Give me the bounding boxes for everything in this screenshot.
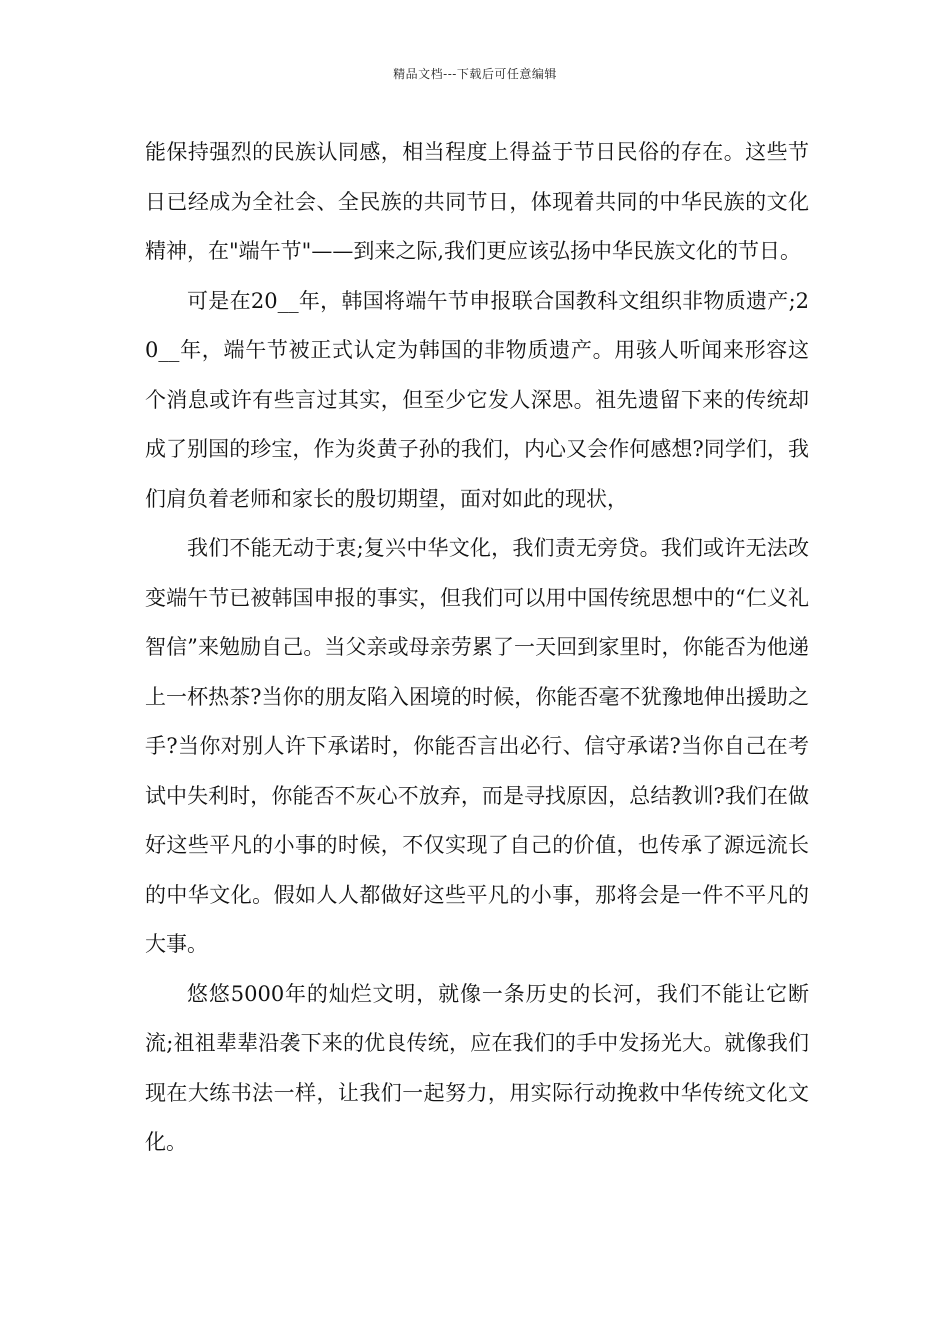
paragraph-2: 可是在20__年，韩国将端午节申报联合国教科文组织非物质遗产;20__年，端午节被正式认定为韩国的非物质遗产。用骇人听闻来形容这个消息或许有些言过其实，但至少它发人深思。祖先遗留下来的传统却成了别国的珍宝，作为炎黄子孙的我们，内心又会作何感想?同学们，我们肩负着老师和家长的殷切期望，面对如此的现状， (145, 288, 809, 511)
paragraph-1: 能保持强烈的民族认同感，相当程度上得益于节日民俗的存在。这些节日已经成为全社会、全民族的共同节日，体现着共同的中华民族的文化精神，在"端午节"——到来之际,我们更应该弘扬中华民族文化的节日。 (145, 140, 809, 263)
document-body (145, 128, 809, 1168)
page-header: 精品文档---下载后可任意编辑 (393, 67, 557, 81)
paragraph-3: 我们不能无动于衷;复兴中华文化，我们责无旁贷。我们或许无法改变端午节已被韩国申报的事实，但我们可以用中国传统思想中的“仁义礼智信”来勉励自己。当父亲或母亲劳累了一天回到家里时，你能否为他递上一杯热茶?当你的朋友陷入困境的时候，你能否毫不犹豫地伸出援助之手?当你对别人许下承诺时，你能否言出必行、信守承诺?当你自己在考试中失利时，你能否不灰心不放弃，而是寻找原因，总结教训?我们在做好这些平凡的小事的时候，不仅实现了自己的价值，也传承了源远流长的中华文化。假如人人都做好这些平凡的小事，那将会是一件不平凡的大事。 (145, 536, 809, 956)
paragraph-4: 悠悠5000年的灿烂文明，就像一条历史的长河，我们不能让它断流;祖祖辈辈沿袭下来的优良传统，应在我们的手中发扬光大。就像我们现在大练书法一样，让我们一起努力，用实际行动挽救中华传统文化文化。 (145, 981, 809, 1154)
